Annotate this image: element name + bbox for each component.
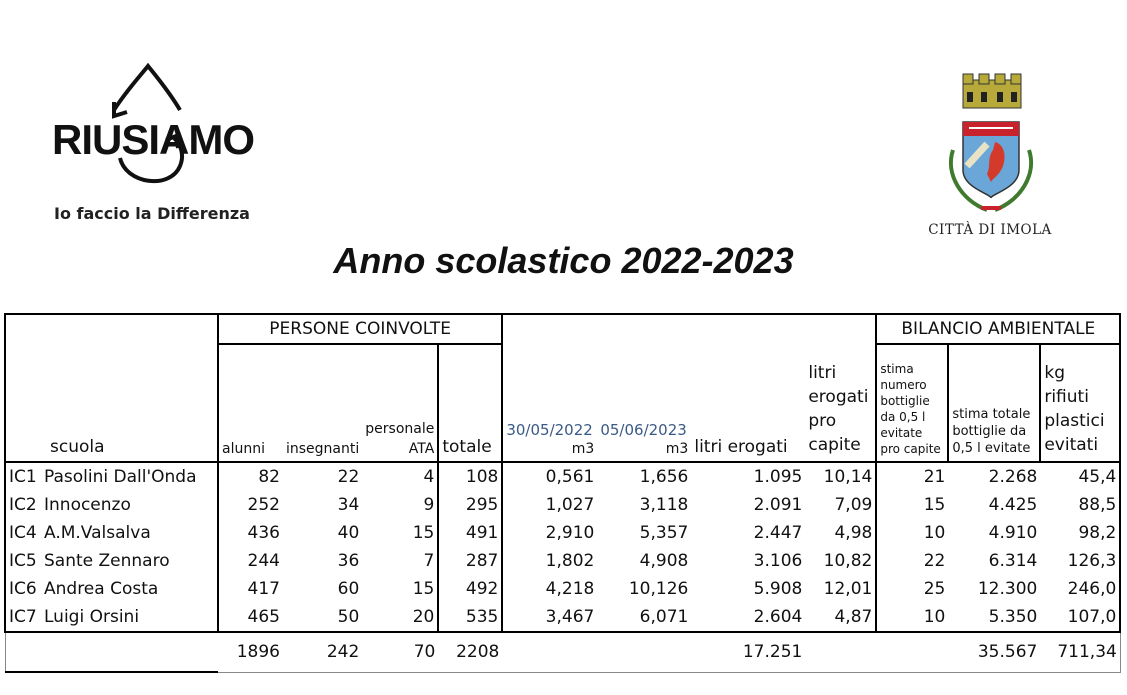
- col-kg-plastic: [1040, 344, 1120, 462]
- col-lpc-line3: pro: [808, 411, 837, 431]
- cell-teachers: 22: [283, 462, 362, 491]
- cell-kg-plastic: 98,2: [1040, 519, 1120, 547]
- emblem-caption: CITTÀ DI IMOLA: [928, 222, 1052, 238]
- col-m3-end-unit: m3: [665, 441, 689, 457]
- cell-liters: 1.095: [691, 462, 805, 491]
- col-bt-line3: 0,5 l evitate: [952, 441, 1031, 456]
- cell-students: 465: [218, 603, 283, 632]
- row-school-name: A.M.Valsalva: [40, 519, 218, 547]
- total-teachers: 242: [283, 632, 362, 672]
- cell-ata: 15: [362, 575, 438, 603]
- col-lpc-line4: capite: [808, 435, 861, 455]
- col-bt-line2: bottiglie da: [952, 424, 1027, 439]
- page-title: Anno scolastico 2022-2023: [333, 240, 794, 281]
- total-kg: 711,34: [1040, 632, 1120, 672]
- row-code: IC2: [5, 491, 40, 519]
- col-bpc-line6: pro capite: [880, 442, 941, 456]
- cell-teachers: 40: [337, 523, 360, 543]
- cell-total: 295: [438, 491, 502, 519]
- cell-liters-per-capita: 10,14: [805, 462, 876, 491]
- cell-bottles-per-capita: 10: [876, 603, 948, 632]
- cell-ata: 20: [362, 603, 438, 632]
- col-liters: litri erogati: [694, 437, 788, 457]
- col-school-label: scuola: [50, 437, 105, 457]
- cell-teachers: 34: [337, 495, 360, 515]
- col-ata: [362, 344, 438, 462]
- col-students: alunni: [218, 344, 283, 462]
- col-ata-line1: personale: [365, 421, 435, 437]
- table-row: [5, 547, 1120, 575]
- cell-liters-per-capita: 7,09: [805, 491, 876, 519]
- row-school-name: Andrea Costa: [40, 575, 218, 603]
- cell-students: 82: [218, 462, 283, 491]
- total-liters: 17.251: [691, 632, 805, 672]
- cell-total: 287: [438, 547, 502, 575]
- col-kg-line3: plastici: [1044, 411, 1105, 431]
- date-start: 30/05/2022: [506, 421, 593, 439]
- cell-ata: 9: [362, 491, 438, 519]
- col-m3-end: [597, 344, 691, 462]
- total-students: 1896: [218, 632, 283, 672]
- cell-kg-plastic: 126,3: [1040, 547, 1120, 575]
- col-m3-start: [502, 344, 597, 462]
- cell-liters-per-capita: 12,01: [805, 575, 876, 603]
- cell-m3-end: 6,071: [597, 603, 691, 632]
- riusiamo-logo: [52, 62, 262, 232]
- cell-m3-end: 10,126: [628, 579, 689, 599]
- col-kg-line1: kg: [1044, 363, 1065, 383]
- col-bpc-line5: evitate: [880, 426, 923, 440]
- cell-teachers: 36: [337, 551, 360, 571]
- group-people: PERSONE COINVOLTE: [218, 314, 502, 344]
- cell-students: 252: [247, 495, 280, 515]
- cell-liters-per-capita: 4,87: [805, 603, 876, 632]
- cell-liters: 2.447: [753, 523, 803, 543]
- cell-liters: 2.091: [753, 495, 803, 515]
- cell-m3-start: 2,910: [545, 523, 595, 543]
- cell-bottles-total: 4.910: [988, 523, 1038, 543]
- table-row: [5, 462, 1120, 491]
- col-teachers: insegnanti: [283, 344, 362, 462]
- imola-coat-of-arms: [925, 70, 1065, 245]
- col-liters-per-capita: [805, 344, 876, 462]
- cell-ata: 4: [362, 462, 438, 491]
- group-header-row: [5, 314, 1120, 344]
- cell-bottles-total: 4.425: [988, 495, 1038, 515]
- group-environment: BILANCIO AMBIENTALE: [876, 314, 1120, 344]
- cell-bottles-per-capita: 22: [923, 551, 946, 571]
- cell-kg-plastic: 45,4: [1040, 462, 1120, 491]
- cell-students: 436: [247, 523, 280, 543]
- date-end: 05/06/2023: [600, 421, 687, 439]
- row-code: IC1: [5, 462, 40, 491]
- cell-liters: 5.908: [753, 579, 803, 599]
- cell-m3-end: 3,118: [639, 495, 689, 515]
- cell-total: 492: [438, 575, 502, 603]
- cell-m3-start: 1,027: [545, 495, 595, 515]
- col-bpc-line3: bottiglie: [880, 394, 930, 408]
- cell-total: 491: [438, 519, 502, 547]
- col-kg-line2: rifiuti: [1044, 387, 1089, 407]
- col-bt-line1: stima totale: [952, 407, 1031, 422]
- cell-m3-end: 1,656: [597, 462, 691, 491]
- col-bpc-line2: numero: [880, 378, 927, 392]
- col-bpc-line4: da 0,5 l: [880, 410, 926, 424]
- table-row: [5, 603, 1120, 632]
- col-bottles-total: [948, 344, 1040, 462]
- col-bottles-per-capita: [876, 344, 948, 462]
- row-school-name: Innocenzo: [40, 491, 218, 519]
- cell-kg-plastic: 246,0: [1040, 575, 1120, 603]
- col-m3-start-unit: m3: [571, 441, 595, 457]
- cell-liters: 2.604: [691, 603, 805, 632]
- row-school-name: Sante Zennaro: [40, 547, 218, 575]
- total-ata: 70: [362, 632, 438, 672]
- school-water-table: [4, 313, 1121, 673]
- cell-bottles-per-capita: 21: [876, 462, 948, 491]
- row-school-name: Pasolini Dall'Onda: [40, 462, 218, 491]
- total-bottles: 35.567: [948, 632, 1040, 672]
- cell-total: 535: [438, 603, 502, 632]
- cell-kg-plastic: 107,0: [1040, 603, 1120, 632]
- col-total: totale: [438, 344, 502, 462]
- cell-liters: 3.106: [753, 551, 803, 571]
- table-row: [5, 519, 1120, 547]
- cell-m3-start: 0,561: [502, 462, 597, 491]
- cell-students: 417: [247, 579, 280, 599]
- cell-ata: 15: [362, 519, 438, 547]
- cell-m3-end: 4,908: [639, 551, 689, 571]
- col-lpc-line1: litri: [808, 363, 837, 383]
- cell-bottles-total: 6.314: [988, 551, 1038, 571]
- col-lpc-line2: erogati: [808, 387, 869, 407]
- cell-m3-end: 5,357: [639, 523, 689, 543]
- table-row: [5, 491, 1120, 519]
- cell-bottles-total: 5.350: [948, 603, 1040, 632]
- cell-bottles-per-capita: 10: [923, 523, 946, 543]
- col-ata-line2: ATA: [408, 441, 435, 457]
- cell-liters-per-capita: 4,98: [805, 519, 876, 547]
- table-row: [5, 575, 1120, 603]
- cell-m3-start: 3,467: [502, 603, 597, 632]
- cell-m3-start: 1,802: [545, 551, 595, 571]
- cell-bottles-per-capita: 25: [923, 579, 946, 599]
- total-total: 2208: [438, 632, 502, 672]
- cell-kg-plastic: 88,5: [1040, 491, 1120, 519]
- cell-teachers: 60: [337, 579, 360, 599]
- cell-ata: 7: [362, 547, 438, 575]
- row-code: IC4: [5, 519, 40, 547]
- logo-word: RIUSIAMO: [52, 116, 254, 163]
- totals-row: [5, 632, 1120, 672]
- row-code: IC5: [5, 547, 40, 575]
- logo-tagline: Io faccio la Differenza: [54, 204, 250, 223]
- row-code: IC6: [5, 575, 40, 603]
- cell-total: 108: [438, 462, 502, 491]
- row-school-name: Luigi Orsini: [40, 603, 218, 632]
- col-bpc-line1: stima: [880, 362, 914, 376]
- cell-bottles-total: 12.300: [977, 579, 1038, 599]
- cell-liters-per-capita: 10,82: [805, 547, 876, 575]
- coat-of-arms-icon: [925, 70, 1055, 220]
- cell-m3-start: 4,218: [545, 579, 595, 599]
- cell-teachers: 50: [283, 603, 362, 632]
- col-school: [5, 344, 218, 462]
- column-header-row: [5, 344, 1120, 462]
- col-kg-line4: evitati: [1044, 435, 1099, 455]
- row-code: IC7: [5, 603, 40, 632]
- cell-bottles-total: 2.268: [948, 462, 1040, 491]
- cell-bottles-per-capita: 15: [923, 495, 946, 515]
- cell-students: 244: [247, 551, 280, 571]
